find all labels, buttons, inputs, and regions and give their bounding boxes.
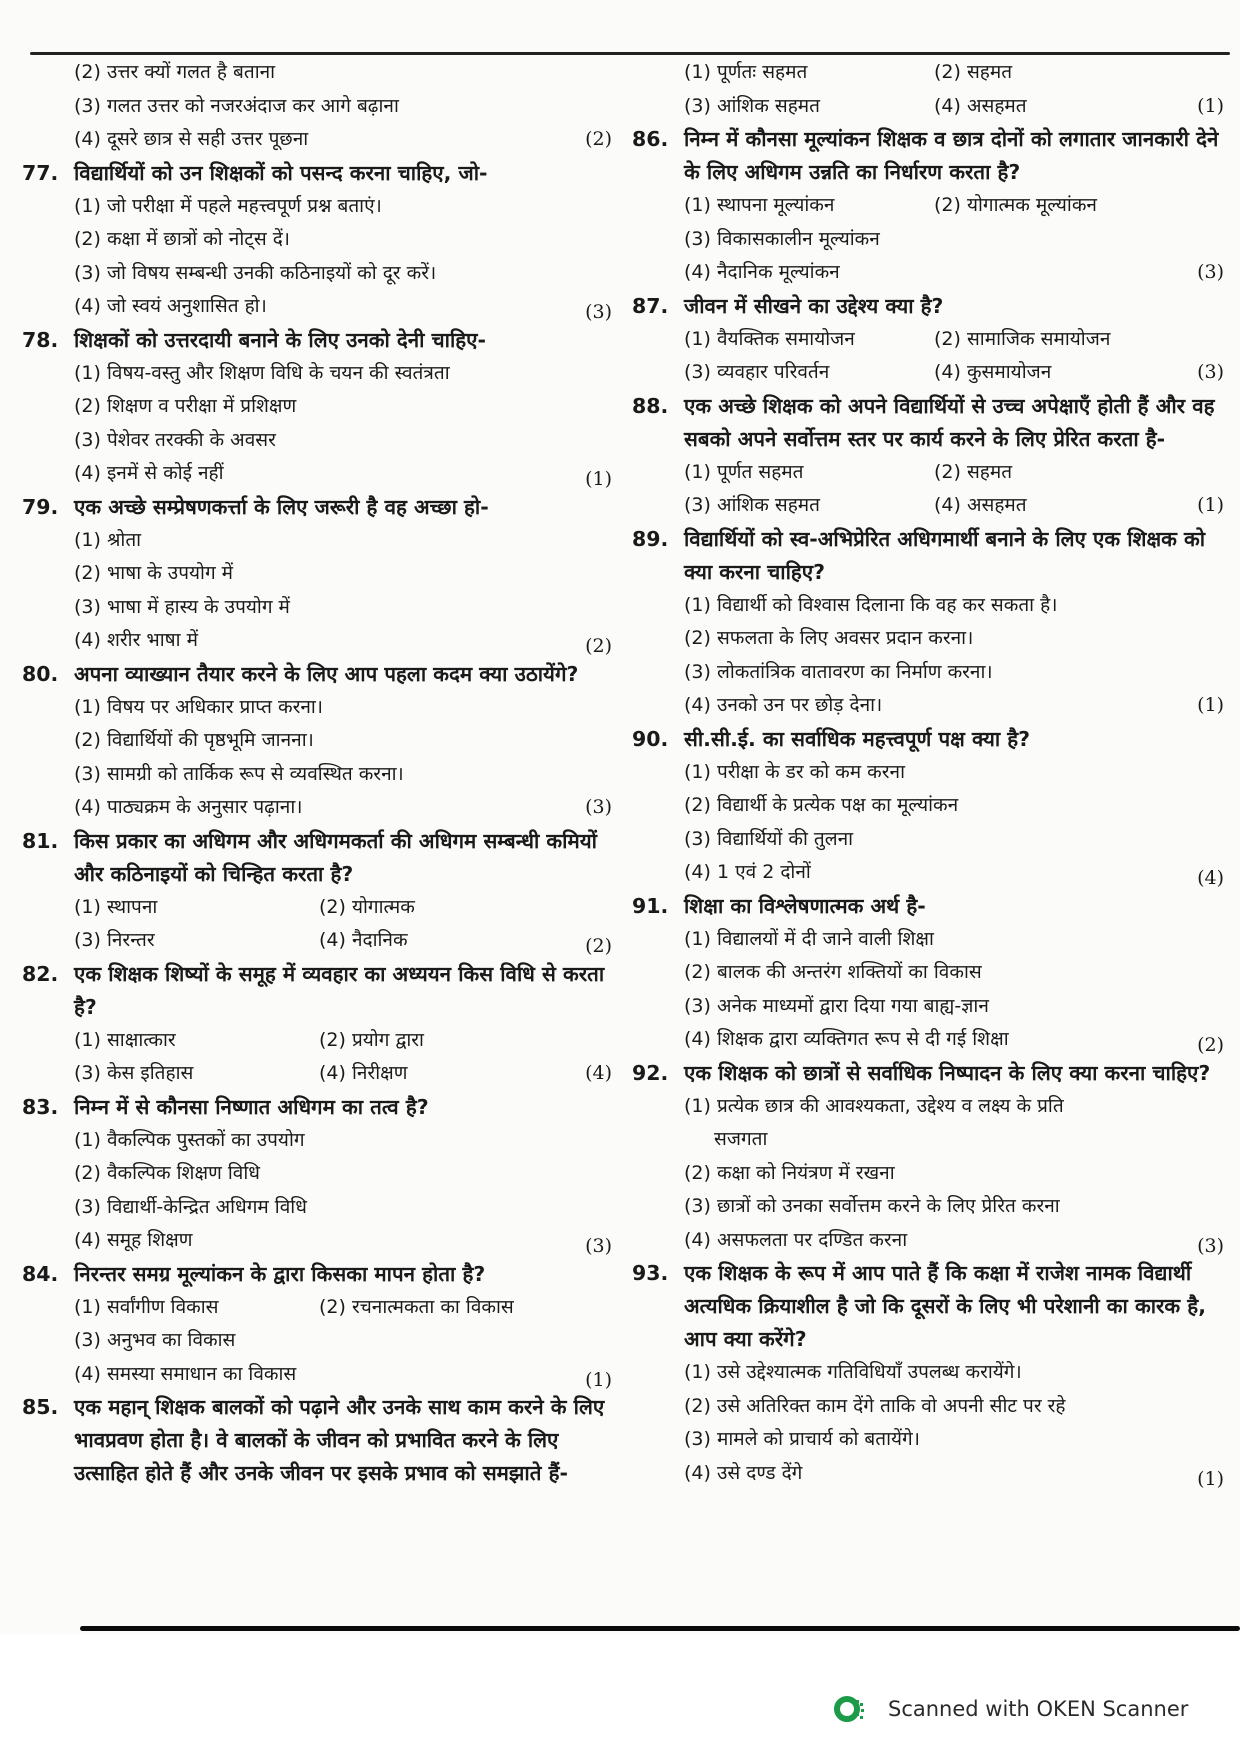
option: (2) सामाजिक समायोजन [934,327,1111,350]
question-number: 90. [632,726,669,751]
question-text: एक शिक्षक के रूप में आप पाते हैं कि कक्षा में राजेश नामक विद्यार्थी अत्यधिक क्रियाशील है जो कि दूसरों के लिए भी परेशानी का कारक है, आप क्या करेंगे? [684,1261,1206,1351]
option-row [684,456,1224,490]
option: (3) अनुभव का विकास [74,1329,236,1351]
option: (4) असहमत [934,94,1027,117]
answer-key: (1) [1197,94,1224,117]
option: (1) स्थापना [74,895,158,918]
option: (3) छात्रों को उनका सर्वोत्तम करने के लिए प्रेरित करना [684,1195,1060,1217]
answer-key: (1) [1197,494,1224,516]
bottom-rule [80,1626,1240,1631]
question-number: 81. [22,828,59,853]
option: (2) रचनात्मकता का विकास [319,1295,514,1318]
option: (4) जो स्वयं अनुशासित हो। (3) [74,290,612,324]
option: (4) नैदानिक मूल्यांकन (3) [684,256,1224,290]
answer-key: (3) [1197,261,1224,283]
option: (4) नैदानिक [319,929,408,951]
option: (4) पाठ्यक्रम के अनुसार पढ़ाना। (3) [74,791,612,825]
answer-key: (4) [585,1062,612,1084]
question-82 [22,958,612,1091]
option: (4) इनमें से कोई नहीं (1) [74,457,612,491]
question-text: एक शिक्षक को छात्रों से सर्वाधिक निष्पादन के लिए क्या करना चाहिए? [684,1060,1211,1085]
answer-key: (3) [585,796,612,818]
answer-key: (1) [1197,694,1224,716]
question-84 [22,1258,612,1392]
answer-key: (2) [1197,1034,1224,1056]
oken-scanner-logo-icon [834,1692,868,1726]
option: (1) प्रत्येक छात्र की आवश्यकता, उद्देश्य व लक्ष्य के प्रति [684,1094,1064,1117]
question-88 [632,390,1224,523]
option: (2) वैकल्पिक शिक्षण विधि [74,1162,260,1184]
option-row [684,56,1224,90]
option-row [74,1057,612,1091]
question-83 [22,1091,612,1258]
question-90 [632,723,1224,890]
option: (3) भाषा में हास्य के उपयोग में [74,595,290,618]
question-93 [632,1257,1224,1490]
option: (3) केस इतिहास [74,1062,194,1084]
question-number: 91. [632,893,669,918]
option: (3) आंशिक सहमत [684,494,820,516]
question-number: 83. [22,1094,59,1119]
option-row [684,189,1224,223]
question-text: निरन्तर समग्र मूल्यांकन के द्वारा किसका मापन होता है? [74,1261,486,1286]
question-text: अपना व्याख्यान तैयार करने के लिए आप पहला कदम क्या उठायेंगे? [74,661,579,686]
option-row [74,924,612,958]
question-text: शिक्षा का विश्लेषणात्मक अर्थ है- [684,893,926,918]
option: (3) जो विषय सम्बन्धी उनकी कठिनाइयों को दूर करें। [74,261,437,284]
answer-key: (3) [585,301,612,323]
option: (1) श्रोता [74,528,142,551]
option: (4) असहमत [934,494,1027,516]
right-column [632,60,1224,1490]
question-89 [632,523,1224,723]
option: (3) निरन्तर [74,929,155,951]
option: (2) कक्षा को नियंत्रण में रखना [684,1161,895,1184]
scanner-watermark [834,1692,1188,1726]
option: (4) निरीक्षण [319,1062,408,1084]
option: (4) कुसमायोजन [934,361,1052,383]
question-number: 88. [632,393,669,418]
option: (2) बालक की अन्तरंग शक्तियों का विकास [684,961,982,983]
question-text: एक शिक्षक शिष्यों के समूह में व्यवहार का अध्ययन किस विधि से करता है? [74,961,605,1019]
answer-key: (1) [585,468,612,490]
question-number: 87. [632,293,669,318]
option: (1) विषय-वस्तु और शिक्षण विधि के चयन की स्वतंत्रता [74,361,450,384]
option: (4) दूसरे छात्र से सही उत्तर पूछना (2) [74,123,612,157]
question-number: 78. [22,327,59,352]
option: (3) विद्यार्थियों की तुलना [684,827,854,850]
question-87 [632,290,1224,390]
option: (1) उसे उद्देश्यात्मक गतिविधियाँ उपलब्ध करायेंगे। [684,1361,1022,1383]
option: (3) आंशिक सहमत [684,94,820,117]
option: (1) सर्वांगीण विकास [74,1295,219,1318]
question-86 [632,123,1224,290]
question-77 [22,157,612,324]
question-85 [22,1391,612,1490]
option: (3) विकासकालीन मूल्यांकन [684,227,880,250]
option: (2) योगात्मक मूल्यांकन [934,194,1097,216]
question-number: 93. [632,1261,669,1285]
question-text: किस प्रकार का अधिगम और अधिगमकर्ता की अधिगम सम्बन्धी कमियों और कठिनाइयों को चिन्हित करता है? [74,828,597,886]
option: (3) गलत उत्तर को नजरअंदाज कर आगे बढ़ाना [74,94,399,117]
option: (4) असफलता पर दण्डित करना (3) [684,1224,1224,1258]
option: (2) विद्यार्थी के प्रत्येक पक्ष का मूल्यांकन [684,794,959,816]
option: (2) उसे अतिरिक्त काम देंगे ताकि वो अपनी सीट पर रहे [684,1394,1066,1417]
option: (3) पेशेवर तरक्की के अवसर [74,428,276,451]
option: (2) योगात्मक [319,895,415,918]
question-81 [22,825,612,958]
question-number: 85. [22,1395,59,1419]
option-row [74,1024,612,1058]
option: (3) लोकतांत्रिक वातावरण का निर्माण करना। [684,660,993,683]
option: (4) उनको उन पर छोड़ देना। (1) [684,689,1224,723]
option: (3) मामले को प्राचार्य को बतायेंगे। [684,1428,920,1450]
option: (2) कक्षा में छात्रों को नोट्स दें। [74,228,290,250]
question-text: निम्न में से कौनसा निष्णात अधिगम का तत्व है? [74,1094,429,1119]
question-continuation [632,56,1224,123]
answer-key: (3) [1197,361,1224,383]
question-text: एक अच्छे शिक्षक को अपने विद्यार्थियों से उच्च अपेक्षाएँ होती हैं और वह सबको अपने सर्वोत्तम स्तर पर कार्य करने के लिए प्रेरित करता है- [684,393,1215,451]
option: (2) सहमत [934,460,1013,483]
option: (1) विद्यार्थी को विश्वास दिलाना कि वह कर सकता है। [684,593,1058,616]
question-text: शिक्षकों को उत्तरदायी बनाने के लिए उनको देनी चाहिए- [74,327,486,352]
question-text: सी.सी.ई. का सर्वाधिक महत्त्वपूर्ण पक्ष क्या है? [684,726,1031,751]
question-number: 86. [632,127,669,151]
question-continuation [22,56,612,157]
option: (3) व्यवहार परिवर्तन [684,361,830,383]
option: (1) विषय पर अधिकार प्राप्त करना। [74,695,324,718]
option: (1) पूर्णत सहमत [684,460,804,483]
option: (4) समूह शिक्षण (3) [74,1224,612,1258]
option-row [74,1291,612,1325]
left-column [22,60,612,1490]
option-row [684,323,1224,357]
question-text: विद्यार्थियों को स्व-अभिप्रेरित अधिगमार्थी बनाने के लिए एक शिक्षक को क्या करना चाहिए? [684,526,1206,584]
option: (2) सहमत [934,61,1013,83]
option-row [74,891,612,925]
question-number: 82. [22,961,59,986]
question-number: 80. [22,661,59,686]
question-80 [22,658,612,825]
option: (1) साक्षात्कार [74,1028,176,1051]
option-row [684,489,1224,523]
option: (4) उसे दण्ड देंगे (1) [684,1457,1224,1491]
option: (4) शिक्षक द्वारा व्यक्तिगत रूप से दी गई शिक्षा (2) [684,1023,1224,1057]
answer-key: (1) [1197,1467,1224,1490]
option: (3) विद्यार्थी-केन्द्रित अधिगम विधि [74,1195,307,1218]
option: (4) शरीर भाषा में (2) [74,624,612,658]
option: (1) वैकल्पिक पुस्तकों का उपयोग [74,1128,305,1151]
question-number: 77. [22,160,59,185]
option: (3) सामग्री को तार्किक रूप से व्यवस्थित करना। [74,762,404,785]
question-number: 92. [632,1060,669,1085]
option-row [684,90,1224,124]
question-79 [22,491,612,658]
option: (4) समस्या समाधान का विकास (1) [74,1358,612,1392]
scanner-watermark-text: Scanned with OKEN Scanner [888,1697,1189,1721]
question-text: एक महान् शिक्षक बालकों को पढ़ाने और उनके साथ काम करने के लिए भावप्रवण होता है। वे बालकों के जीवन को प्रभावित करने के लिए उत्साहित होते हैं और उनके जीवन पर इसके प्रभाव को समझाते हैं- [74,1395,605,1485]
option: (1) स्थापना मूल्यांकन [684,194,835,216]
question-number: 84. [22,1261,59,1286]
option: (3) अनेक माध्यमों द्वारा दिया गया बाह्य-ज्ञान [684,994,989,1017]
question-number: 89. [632,526,669,551]
option: (1) जो परीक्षा में पहले महत्त्वपूर्ण प्रश्न बताएं। [74,194,382,217]
option: (4) 1 एवं 2 दोनों (4) [684,856,1224,890]
option-row [684,356,1224,390]
answer-key: (3) [1197,1234,1224,1257]
answer-key: (1) [585,1368,612,1391]
option: (1) परीक्षा के डर को कम करना [684,760,906,783]
question-text: एक अच्छे सम्प्रेषणकर्त्ता के लिए जरूरी है वह अच्छा हो- [74,494,489,519]
option-continuation: सजगता [714,1128,768,1150]
question-text: विद्यार्थियों को उन शिक्षकों को पसन्द करना चाहिए, जो- [74,160,488,185]
option: (2) उत्तर क्यों गलत है बताना [74,61,276,83]
option: (2) प्रयोग द्वारा [319,1028,424,1051]
question-text: जीवन में सीखने का उद्देश्य क्या है? [684,293,944,318]
answer-key: (4) [1197,867,1224,889]
option: (2) भाषा के उपयोग में [74,562,234,584]
question-91 [632,890,1224,1057]
option: (2) विद्यार्थियों की पृष्ठभूमि जानना। [74,729,314,751]
question-92 [632,1057,1224,1258]
option: (2) शिक्षण व परीक्षा में प्रशिक्षण [74,395,297,417]
option: (1) वैयक्तिक समायोजन [684,327,855,350]
answer-key: (2) [585,128,612,150]
question-text: निम्न में कौनसा मूल्यांकन शिक्षक व छात्र दोनों को लगातार जानकारी देने के लिए अधिगम उन्नति का निर्धारण करता है? [684,127,1219,184]
answer-key: (2) [585,635,612,657]
answer-key: (3) [585,1235,612,1257]
option: (2) सफलता के लिए अवसर प्रदान करना। [684,627,974,649]
option: (1) विद्यालयों में दी जाने वाली शिक्षा [684,927,934,950]
question-number: 79. [22,494,59,519]
top-rule [30,52,1230,55]
question-78 [22,324,612,491]
answer-key: (2) [585,935,612,957]
option: (1) पूर्णतः सहमत [684,61,808,83]
